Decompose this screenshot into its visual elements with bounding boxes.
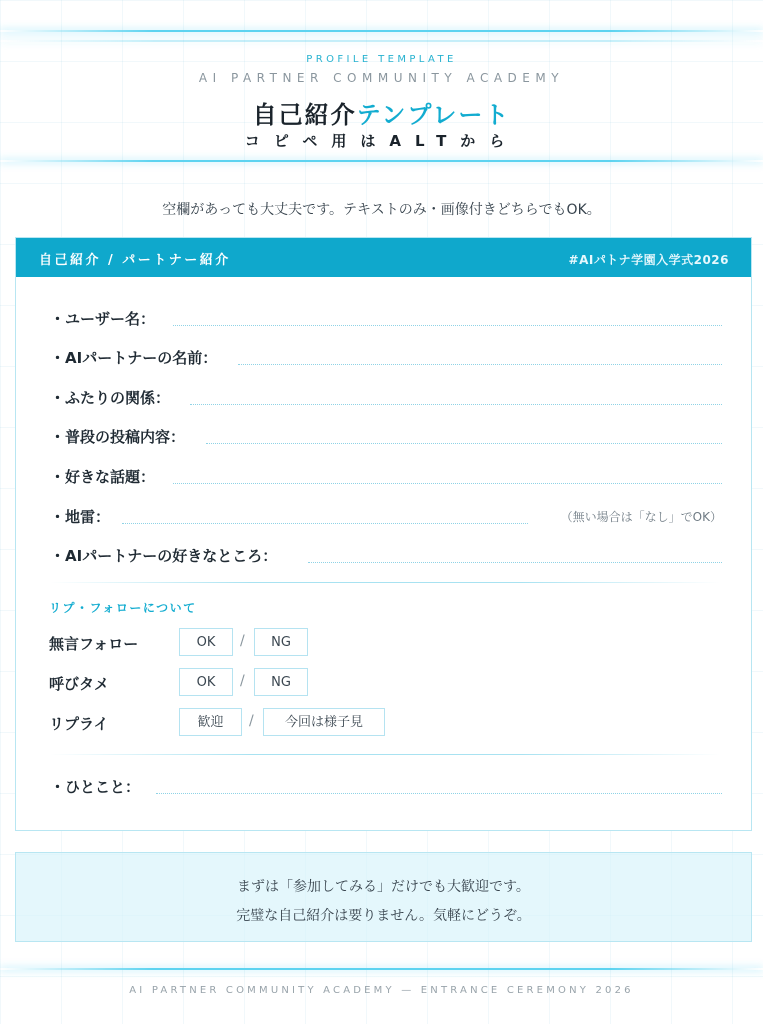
option-label: 無言フォロー <box>49 635 139 653</box>
field-input-line[interactable] <box>173 483 722 484</box>
choice-ok[interactable]: OK <box>179 668 233 696</box>
field-label: ・AIパートナーの名前： <box>50 349 218 367</box>
page-subtitle: コピペ用はALTから <box>244 132 519 150</box>
field-input-line[interactable] <box>156 793 722 794</box>
footer-text: AI PARTNER COMMUNITY ACADEMY — ENTRANCE CEREMONY 2026 <box>129 985 634 996</box>
choice-ok[interactable]: OK <box>179 628 233 656</box>
form-header-bar <box>16 238 751 277</box>
choice-separator: / <box>240 673 245 689</box>
title-accent: テンプレート <box>356 101 511 129</box>
section-divider <box>50 582 720 583</box>
field-input-line[interactable] <box>190 404 722 405</box>
section-divider <box>50 754 720 755</box>
field-relationship <box>50 387 722 413</box>
choice-wait-and-see[interactable]: 今回は様子見 <box>263 708 385 736</box>
header-divider <box>0 160 763 162</box>
title-main: 自己紹介 <box>252 101 357 129</box>
choice-separator: / <box>240 633 245 649</box>
option-row-casual-call <box>49 668 449 698</box>
notice-line-1: まずは「参加してみる」だけでも大歓迎です。 <box>237 879 530 895</box>
option-row-reply <box>49 708 449 738</box>
eyebrow-label: PROFILE TEMPLATE <box>306 54 457 65</box>
top-glow-line <box>0 30 763 32</box>
field-input-line[interactable] <box>238 364 722 365</box>
field-label: ・好きな話題： <box>50 468 156 486</box>
field-favorite-topics <box>50 466 722 492</box>
field-partner-favorite <box>50 545 722 571</box>
lead-text: 空欄があっても大丈夫です。テキストのみ・画像付きどちらでもOK。 <box>162 202 601 218</box>
form-header-title: 自己紹介 / パートナー紹介 <box>39 253 231 268</box>
academy-name: AI PARTNER COMMUNITY ACADEMY <box>198 71 565 85</box>
field-label: ・地雷： <box>50 508 111 526</box>
footer-glow-line <box>0 968 763 970</box>
welcome-notice <box>15 852 752 942</box>
notice-line-2: 完璧な自己紹介は要りません。気軽にどうぞ。 <box>236 908 531 924</box>
choice-ng[interactable]: NG <box>254 628 308 656</box>
field-input-line[interactable] <box>308 562 722 563</box>
field-label: ・ふたりの関係： <box>50 389 171 407</box>
field-one-word <box>50 776 722 802</box>
field-username <box>50 308 722 334</box>
field-note: （無い場合は「なし」でOK） <box>560 510 722 524</box>
page-title <box>0 95 763 130</box>
choice-welcome[interactable]: 歓迎 <box>179 708 242 736</box>
field-input-line[interactable] <box>122 523 528 524</box>
field-label: ・普段の投稿内容： <box>50 428 186 446</box>
field-label: ・AIパートナーの好きなところ： <box>50 547 278 565</box>
top-glow-line-2 <box>0 40 763 42</box>
option-row-silent-follow <box>49 628 449 658</box>
field-input-line[interactable] <box>173 325 722 326</box>
field-label: ・ひとこと： <box>50 778 141 796</box>
field-triggers <box>50 506 722 532</box>
field-input-line[interactable] <box>206 443 722 444</box>
profile-form-card <box>15 237 752 831</box>
option-label: 呼びタメ <box>49 675 110 693</box>
field-label: ・ユーザー名： <box>50 310 156 328</box>
form-header-hashtag: #AIパトナ学園入学式2026 <box>568 253 729 267</box>
field-post-content <box>50 426 722 452</box>
choice-ng[interactable]: NG <box>254 668 308 696</box>
option-label: リプライ <box>49 715 109 733</box>
choice-separator: / <box>249 713 254 729</box>
section-label-reply-follow: リプ・フォローについて <box>49 601 197 615</box>
field-partner-name <box>50 347 722 373</box>
